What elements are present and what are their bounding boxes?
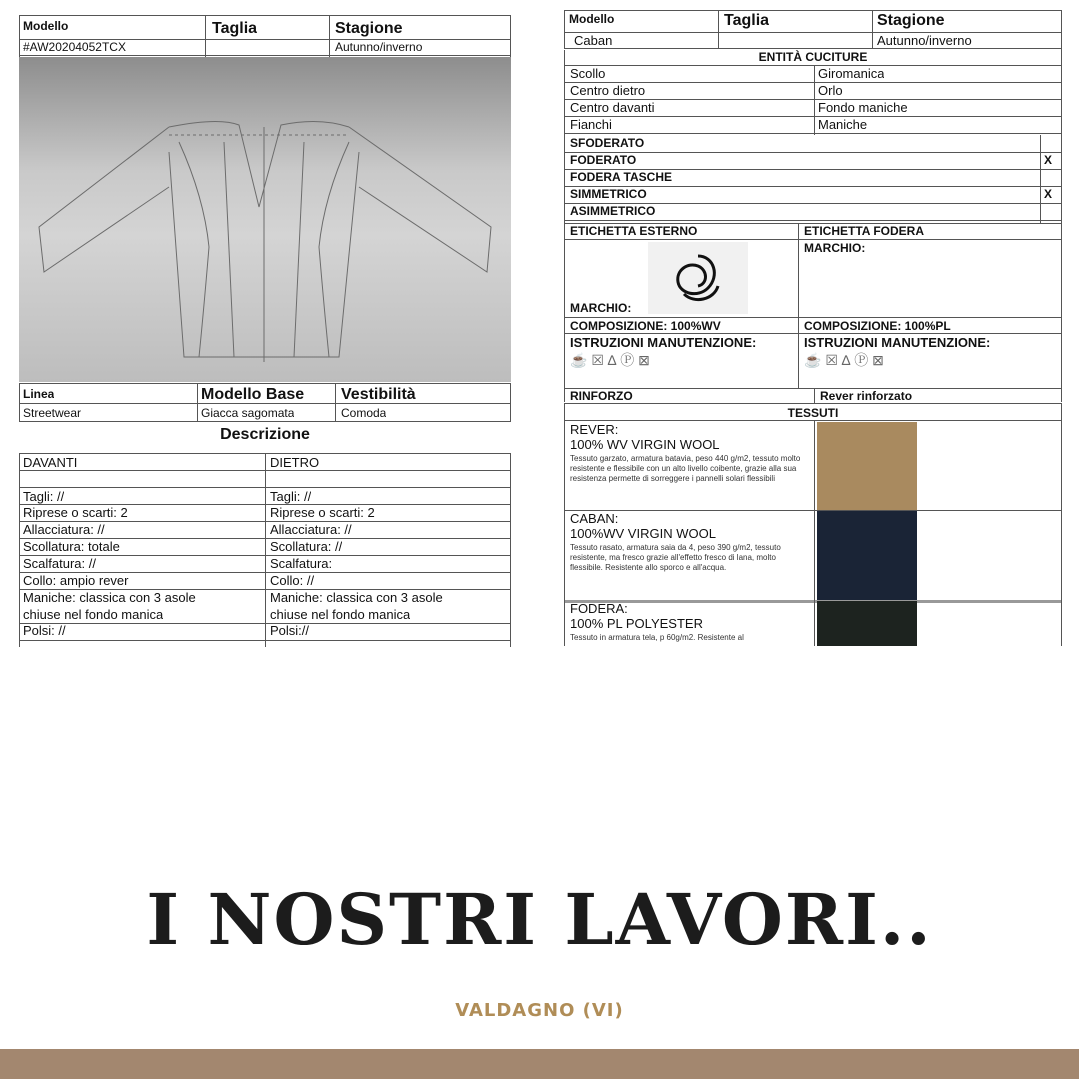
taglia-label: Taglia	[212, 20, 258, 37]
dietro-label: DIETRO	[270, 455, 320, 470]
mark-column-divider	[1040, 135, 1041, 223]
care-symbols-icon: ☕ ☒ ∆ Ⓟ ⊠	[570, 352, 650, 368]
row-divider	[564, 600, 1062, 603]
fabric-left-border	[564, 403, 565, 646]
davanti-item: chiuse nel fondo manica	[23, 607, 164, 622]
option-label: FODERATO	[570, 153, 637, 167]
dietro-item: Scollatura: //	[270, 539, 343, 554]
dietro-item: Allacciatura: //	[270, 522, 352, 537]
row-divider	[19, 640, 511, 641]
davanti-item: Allacciatura: //	[23, 522, 105, 537]
dietro-item: Riprese o scarti: 2	[270, 505, 375, 520]
composizione-fodera: COMPOSIZIONE: 100%PL	[804, 319, 951, 333]
row-divider	[19, 521, 511, 522]
option-label: SFODERATO	[570, 136, 645, 150]
dietro-item: Scalfatura:	[270, 556, 333, 571]
care-symbols-fodera-icon: ☕ ☒ ∆ Ⓟ ⊠	[804, 352, 884, 368]
row-divider	[19, 572, 511, 573]
vestibilita-label: Vestibilità	[341, 386, 416, 403]
composizione-esterno: COMPOSIZIONE: 100%WV	[570, 319, 721, 333]
cucitura-item: Centro davanti	[570, 100, 655, 115]
option-label: ASIMMETRICO	[570, 204, 656, 218]
rinforzo-label: RINFORZO	[570, 389, 633, 403]
rinforzo-value: Rever rinforzato	[820, 389, 913, 403]
cucitura-item: Fondo maniche	[818, 100, 908, 115]
woolmark-icon	[648, 242, 748, 314]
modello-value: #AW20204052TCX	[23, 40, 126, 54]
row-divider	[564, 133, 1062, 134]
fabric-composition: 100% WV VIRGIN WOOL	[570, 437, 720, 452]
row-divider	[19, 504, 511, 505]
woolmark-logo	[648, 242, 748, 314]
row-divider	[19, 538, 511, 539]
stagione-value-right: Autunno/inverno	[877, 33, 972, 48]
fabric-swatch	[817, 511, 917, 600]
fabric-description: Tessuto in armatura tela, p 60g/m2. Resistente al	[570, 633, 744, 642]
istruzioni-esterno-label: ISTRUZIONI MANUTENZIONE:	[570, 335, 757, 350]
modello-base-label: Modello Base	[201, 386, 305, 403]
cucitura-item: Scollo	[570, 66, 606, 81]
modello-base-value: Giacca sagomata	[201, 406, 295, 420]
dietro-item: Collo: //	[270, 573, 315, 588]
option-label: SIMMETRICO	[570, 187, 647, 201]
fabric-swatch	[817, 601, 917, 646]
vestibilita-value: Comoda	[341, 406, 387, 420]
etichetta-fodera-label: ETICHETTA FODERA	[804, 224, 924, 238]
option-label: FODERA TASCHE	[570, 170, 672, 184]
row-divider	[19, 623, 511, 624]
davanti-item: Riprese o scarti: 2	[23, 505, 128, 520]
dietro-item: chiuse nel fondo manica	[270, 607, 411, 622]
modello-label-right: Modello	[569, 12, 615, 26]
etichetta-esterno-label: ETICHETTA ESTERNO	[570, 224, 698, 238]
cucitura-item: Giromanica	[818, 66, 885, 81]
location-subtitle: VALDAGNO (VI)	[455, 1000, 624, 1021]
cucitura-item: Orlo	[818, 83, 843, 98]
stagione-label: Stagione	[335, 20, 403, 37]
cucitura-item: Centro dietro	[570, 83, 646, 98]
stagione-value: Autunno/inverno	[335, 40, 423, 54]
davanti-item: Polsi: //	[23, 623, 66, 638]
row-divider	[564, 152, 1062, 153]
fabric-name: FODERA:	[570, 601, 628, 616]
linea-label: Linea	[23, 387, 55, 401]
row-divider	[19, 555, 511, 556]
istruzioni-fodera-label: ISTRUZIONI MANUTENZIONE:	[804, 335, 991, 350]
left-technical-sheet	[19, 15, 511, 647]
option-mark: X	[1044, 187, 1053, 201]
fabric-swatch	[817, 422, 917, 510]
stagione-label-right: Stagione	[877, 12, 945, 29]
davanti-label: DAVANTI	[23, 455, 78, 470]
option-mark: X	[1044, 153, 1053, 167]
dietro-item: Tagli: //	[270, 489, 312, 504]
row-divider	[564, 116, 1062, 117]
fabric-composition: 100% PL POLYESTER	[570, 616, 703, 631]
fabric-right-border	[1061, 403, 1062, 646]
modello-value-right: Caban	[574, 33, 613, 48]
fabric-column-divider	[814, 421, 815, 646]
davanti-item: Collo: ampio rever	[23, 573, 129, 588]
fabric-name: REVER:	[570, 422, 619, 437]
davanti-item: Tagli: //	[23, 489, 65, 504]
modello-label: Modello	[23, 19, 69, 33]
page-title: I NOSTRI LAVORI..	[146, 878, 933, 961]
fabric-description: Tessuto garzato, armatura batavia, peso 440 g/m2, tessuto molto resistente e flessibile con un alto livello coibente, grazie alla sua resistenza permette di sorreggere i pannelli solari flessibili	[570, 454, 801, 483]
cucitura-item: Maniche	[818, 117, 868, 132]
footer-band	[0, 1049, 1079, 1079]
right-technical-sheet	[564, 10, 1062, 646]
davanti-item: Maniche: classica con 3 asole	[23, 590, 196, 605]
fabric-name: CABAN:	[570, 511, 619, 526]
dietro-item: Maniche: classica con 3 asole	[270, 590, 443, 605]
fabric-description: Tessuto rasato, armatura saia da 4, peso 390 g/m2, tessuto resistente, ma fresco grazie all'effetto fresco di lana, molto flessibile. Resistente allo sporco e all'acqua.	[570, 543, 781, 572]
marchio-esterno-label: MARCHIO:	[570, 301, 632, 315]
linea-value: Streetwear	[23, 406, 82, 420]
davanti-item: Scalfatura: //	[23, 556, 96, 571]
row-divider	[564, 510, 1062, 511]
taglia-label-right: Taglia	[724, 12, 770, 29]
descrizione-title: Descrizione	[220, 426, 310, 443]
jacket-sketch-image	[19, 57, 511, 382]
tessuti-title: TESSUTI	[787, 406, 839, 420]
marchio-fodera-label: MARCHIO:	[804, 241, 866, 255]
dietro-item: Polsi://	[270, 623, 310, 638]
entita-cuciture-title: ENTITÀ CUCITURE	[758, 50, 868, 64]
fabric-composition: 100%WV VIRGIN WOOL	[570, 526, 716, 541]
cucitura-item: Fianchi	[570, 117, 612, 132]
jacket-sketch-drawing	[19, 57, 511, 382]
row-divider	[19, 589, 511, 590]
davanti-item: Scollatura: totale	[23, 539, 120, 554]
row-divider	[564, 220, 1062, 221]
